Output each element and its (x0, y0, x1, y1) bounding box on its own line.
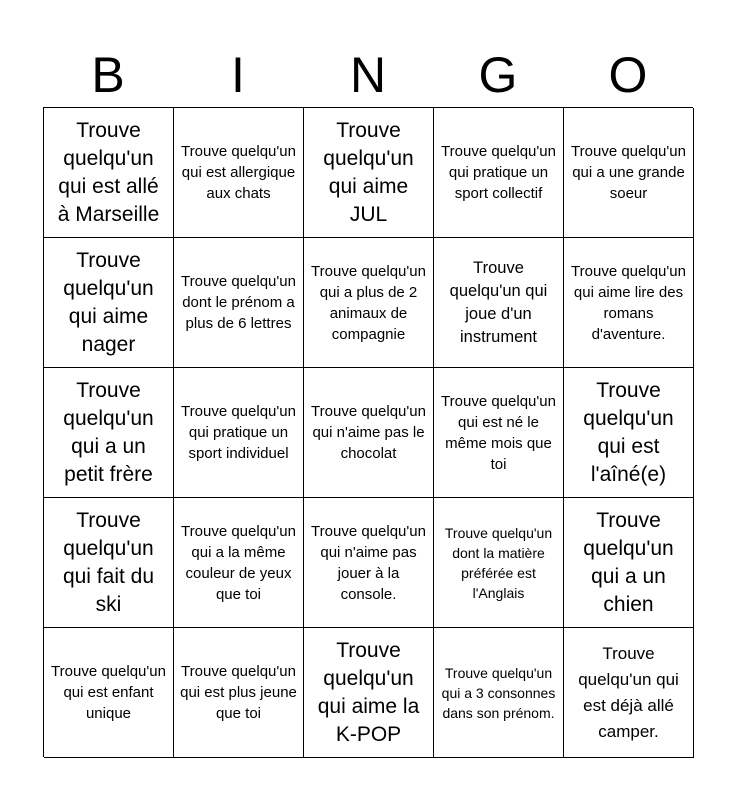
cell-text: Trouve quelqu'un qui aime nager (63, 248, 154, 356)
cell-text: Trouve quelqu'un dont la matière préférée est l'Anglais (444, 524, 553, 601)
bingo-cell[interactable] (564, 238, 694, 368)
cell-text: Trouve quelqu'un qui est allé à Marseille (57, 118, 160, 226)
bingo-cell[interactable] (434, 368, 564, 498)
cell-text: Trouve quelqu'un qui n'aime pas jouer à la console. (311, 522, 426, 603)
bingo-cell[interactable] (44, 368, 174, 498)
bingo-cell[interactable] (564, 108, 694, 238)
bingo-cell[interactable] (434, 108, 564, 238)
bingo-header (43, 44, 693, 106)
bingo-cell[interactable] (174, 628, 304, 758)
bingo-cell[interactable] (44, 628, 174, 758)
header-letter-i: I (231, 47, 245, 103)
bingo-cell[interactable] (304, 108, 434, 238)
bingo-cell[interactable] (434, 628, 564, 758)
bingo-cell[interactable] (434, 238, 564, 368)
cell-text: Trouve quelqu'un qui est plus jeune que toi (180, 663, 297, 722)
bingo-cell[interactable] (44, 498, 174, 628)
cell-text: Trouve quelqu'un qui aime lire des romans d'aventure. (571, 262, 686, 343)
cell-text: Trouve quelqu'un qui est né le même mois que toi (441, 392, 556, 473)
cell-text: Trouve quelqu'un qui pratique un sport collectif (441, 143, 556, 202)
bingo-cell[interactable] (174, 368, 304, 498)
bingo-cell[interactable] (174, 498, 304, 628)
cell-text: Trouve quelqu'un qui n'aime pas le chocolat (311, 403, 426, 462)
cell-text: Trouve quelqu'un qui a un chien (583, 508, 674, 616)
cell-text: Trouve quelqu'un qui a la même couleur de yeux que toi (181, 522, 296, 603)
header-letter-g: G (478, 47, 518, 103)
cell-text: Trouve quelqu'un qui est l'aîné(e) (583, 378, 674, 486)
header-letter-o: O (608, 47, 648, 103)
cell-text: Trouve quelqu'un qui a plus de 2 animaux de compagnie (311, 262, 426, 343)
bingo-cell[interactable] (174, 238, 304, 368)
cell-text: Trouve quelqu'un qui est allergique aux chats (181, 143, 296, 202)
bingo-cell[interactable] (564, 498, 694, 628)
cell-text: Trouve quelqu'un qui pratique un sport individuel (181, 403, 296, 462)
header-letter-n: N (349, 47, 387, 103)
cell-text: Trouve quelqu'un qui est enfant unique (51, 663, 166, 722)
bingo-cell[interactable] (44, 108, 174, 238)
cell-text: Trouve quelqu'un qui joue d'un instrument (449, 258, 548, 346)
bingo-cell[interactable] (564, 368, 694, 498)
bingo-cell[interactable] (304, 238, 434, 368)
bingo-cell[interactable] (304, 498, 434, 628)
cell-text: Trouve quelqu'un qui fait du ski (62, 508, 155, 616)
bingo-cell[interactable] (174, 108, 304, 238)
bingo-cell[interactable] (44, 238, 174, 368)
bingo-cell[interactable] (304, 628, 434, 758)
cell-text: Trouve quelqu'un qui a 3 consonnes dans son prénom. (441, 664, 556, 721)
cell-text: Trouve quelqu'un qui aime JUL (323, 118, 414, 226)
cell-text: Trouve quelqu'un dont le prénom a plus de 6 lettres (181, 273, 296, 332)
header-letter-b: B (91, 47, 125, 103)
cell-text: Trouve quelqu'un qui est déjà allé camper. (578, 643, 679, 741)
cell-text: Trouve quelqu'un qui aime la K-POP (317, 638, 420, 746)
bingo-cell[interactable] (434, 498, 564, 628)
bingo-cell[interactable] (564, 628, 694, 758)
cell-text: Trouve quelqu'un qui a une grande soeur (571, 143, 686, 202)
bingo-cell[interactable] (304, 368, 434, 498)
bingo-grid (43, 107, 693, 757)
cell-text: Trouve quelqu'un qui a un petit frère (63, 378, 154, 486)
